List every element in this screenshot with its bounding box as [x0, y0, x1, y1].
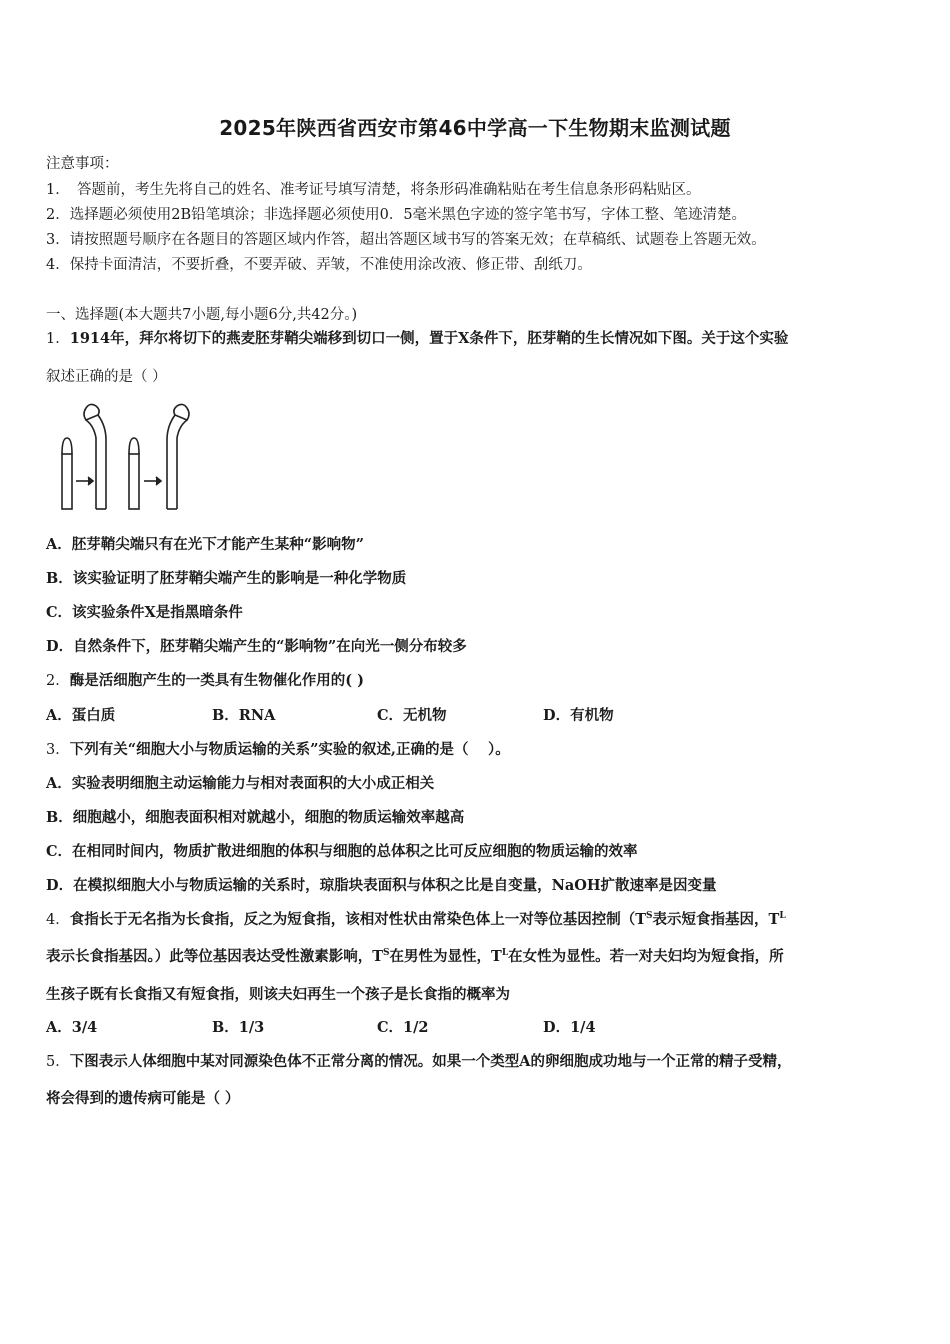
- coleoptile-figure: [54, 398, 204, 513]
- notice-item-3: 3．请按照题号顺序在各题目的答题区域内作答，超出答题区域书写的答案无效；在草稿纸、试题卷上答题无效。: [46, 232, 766, 248]
- question-1-line-2: 叙述正确的是（ ）: [46, 369, 167, 385]
- question-4-line-1: 4．食指长于无名指为长食指，反之为短食指，该相对性状由常染色体上一对等位基因控制（$T^S$表示短食指基因，$T^L$: [46, 911, 786, 928]
- notice-heading: 注意事项：: [46, 156, 119, 172]
- q1-option-a: A．胚芽鞘尖端只有在光下才能产生某种“影响物”: [46, 536, 364, 553]
- coleoptile-1: [62, 438, 72, 509]
- q1-option-c: C．该实验条件X是指黑暗条件: [46, 604, 243, 621]
- q3-option-d: D．在模拟细胞大小与物质运输的关系时，琼脂块表面积与体积之比是自变量，NaOH扩散速率是因变量: [46, 877, 717, 894]
- q1-option-d: D．自然条件下，胚芽鞘尖端产生的“影响物”在向光一侧分布较多: [46, 638, 467, 655]
- question-1-number: 1．: [46, 331, 70, 347]
- question-5-number: 5．: [46, 1054, 70, 1070]
- q2-option-d: D．有机物: [543, 707, 614, 724]
- question-4-line-2: 表示长食指基因。）此等位基因表达受性激素影响，$T^S$在男性为显性，$T^L$在女性为显性。若一对夫妇均为短食指，所: [46, 948, 784, 965]
- question-2-number: 2．: [46, 673, 70, 689]
- tip-shifted-1: [62, 438, 72, 454]
- q2-option-a: A．蛋白质: [46, 707, 116, 724]
- coleoptile-4: [167, 404, 189, 509]
- notice-item-4: 4．保持卡面清洁，不要折叠，不要弄破、弄皱，不准使用涂改液、修正带、刮纸刀。: [46, 257, 592, 273]
- question-4-number: 4．: [46, 912, 70, 928]
- question-3-number: 3．: [46, 742, 70, 758]
- coleoptile-3: [129, 438, 139, 509]
- question-3-text: 下列有关“细胞大小与物质运输的关系”实验的叙述,正确的是（ ）。: [69, 741, 510, 758]
- q2-option-b: B．RNA: [212, 707, 276, 724]
- q4-option-a: A．3/4: [46, 1019, 98, 1036]
- question-1-line-1: [46, 327, 788, 348]
- notice-item-2: 2．选择题必须使用2B铅笔填涂；非选择题必须使用0．5毫米黑色字迹的签字笔书写，字体工整、笔迹清楚。: [46, 207, 747, 223]
- notice-item-1: 1． 答题前，考生先将自己的姓名、准考证号填写清楚，将条形码准确粘贴在考生信息条形码粘贴区。: [46, 182, 701, 198]
- q4-option-b: B．1/3: [212, 1019, 265, 1036]
- q4-option-d: D．1/4: [543, 1019, 596, 1036]
- tip-shifted-2: [129, 438, 139, 454]
- coleoptile-2: [84, 404, 106, 509]
- q2-option-c: C．无机物: [377, 707, 447, 724]
- question-5-line-2: 将会得到的遗传病可能是（ ）: [46, 1090, 240, 1107]
- page-title: 2025年陕西省西安市第46中学高一下生物期末监测试题: [219, 116, 731, 140]
- q3-option-c: C．在相同时间内，物质扩散进细胞的体积与细胞的总体积之比可反应细胞的物质运输的效率: [46, 843, 638, 860]
- question-2: [46, 669, 364, 690]
- question-3: [46, 738, 510, 759]
- q4-option-c: C．1/2: [377, 1019, 429, 1036]
- question-4-line-3: 生孩子既有长食指又有短食指，则该夫妇再生一个孩子是长食指的概率为: [46, 986, 510, 1003]
- question-2-text: 酶是活细胞产生的一类具有生物催化作用的( ): [69, 672, 365, 689]
- q1-option-b: B．该实验证明了胚芽鞘尖端产生的影响是一种化学物质: [46, 570, 407, 587]
- arrow-2: [144, 477, 161, 485]
- section-heading: 一、选择题(本大题共7小题,每小题6分,共42分。): [46, 307, 358, 323]
- q3-option-a: A．实验表明细胞主动运输能力与相对表面积的大小成正相关: [46, 775, 435, 792]
- question-1-text: 1914年，拜尔将切下的燕麦胚芽鞘尖端移到切口一侧，置于X条件下，胚芽鞘的生长情况如下图。关于这个实验: [69, 330, 789, 347]
- question-5-line-1: 5．下图表示人体细胞中某对同源染色体不正常分离的情况。如果一个类型A的卵细胞成功地与一个正常的精子受精，: [46, 1053, 792, 1070]
- q3-option-b: B．细胞越小，细胞表面积相对就越小，细胞的物质运输效率越高: [46, 809, 465, 826]
- arrow-1: [76, 477, 93, 485]
